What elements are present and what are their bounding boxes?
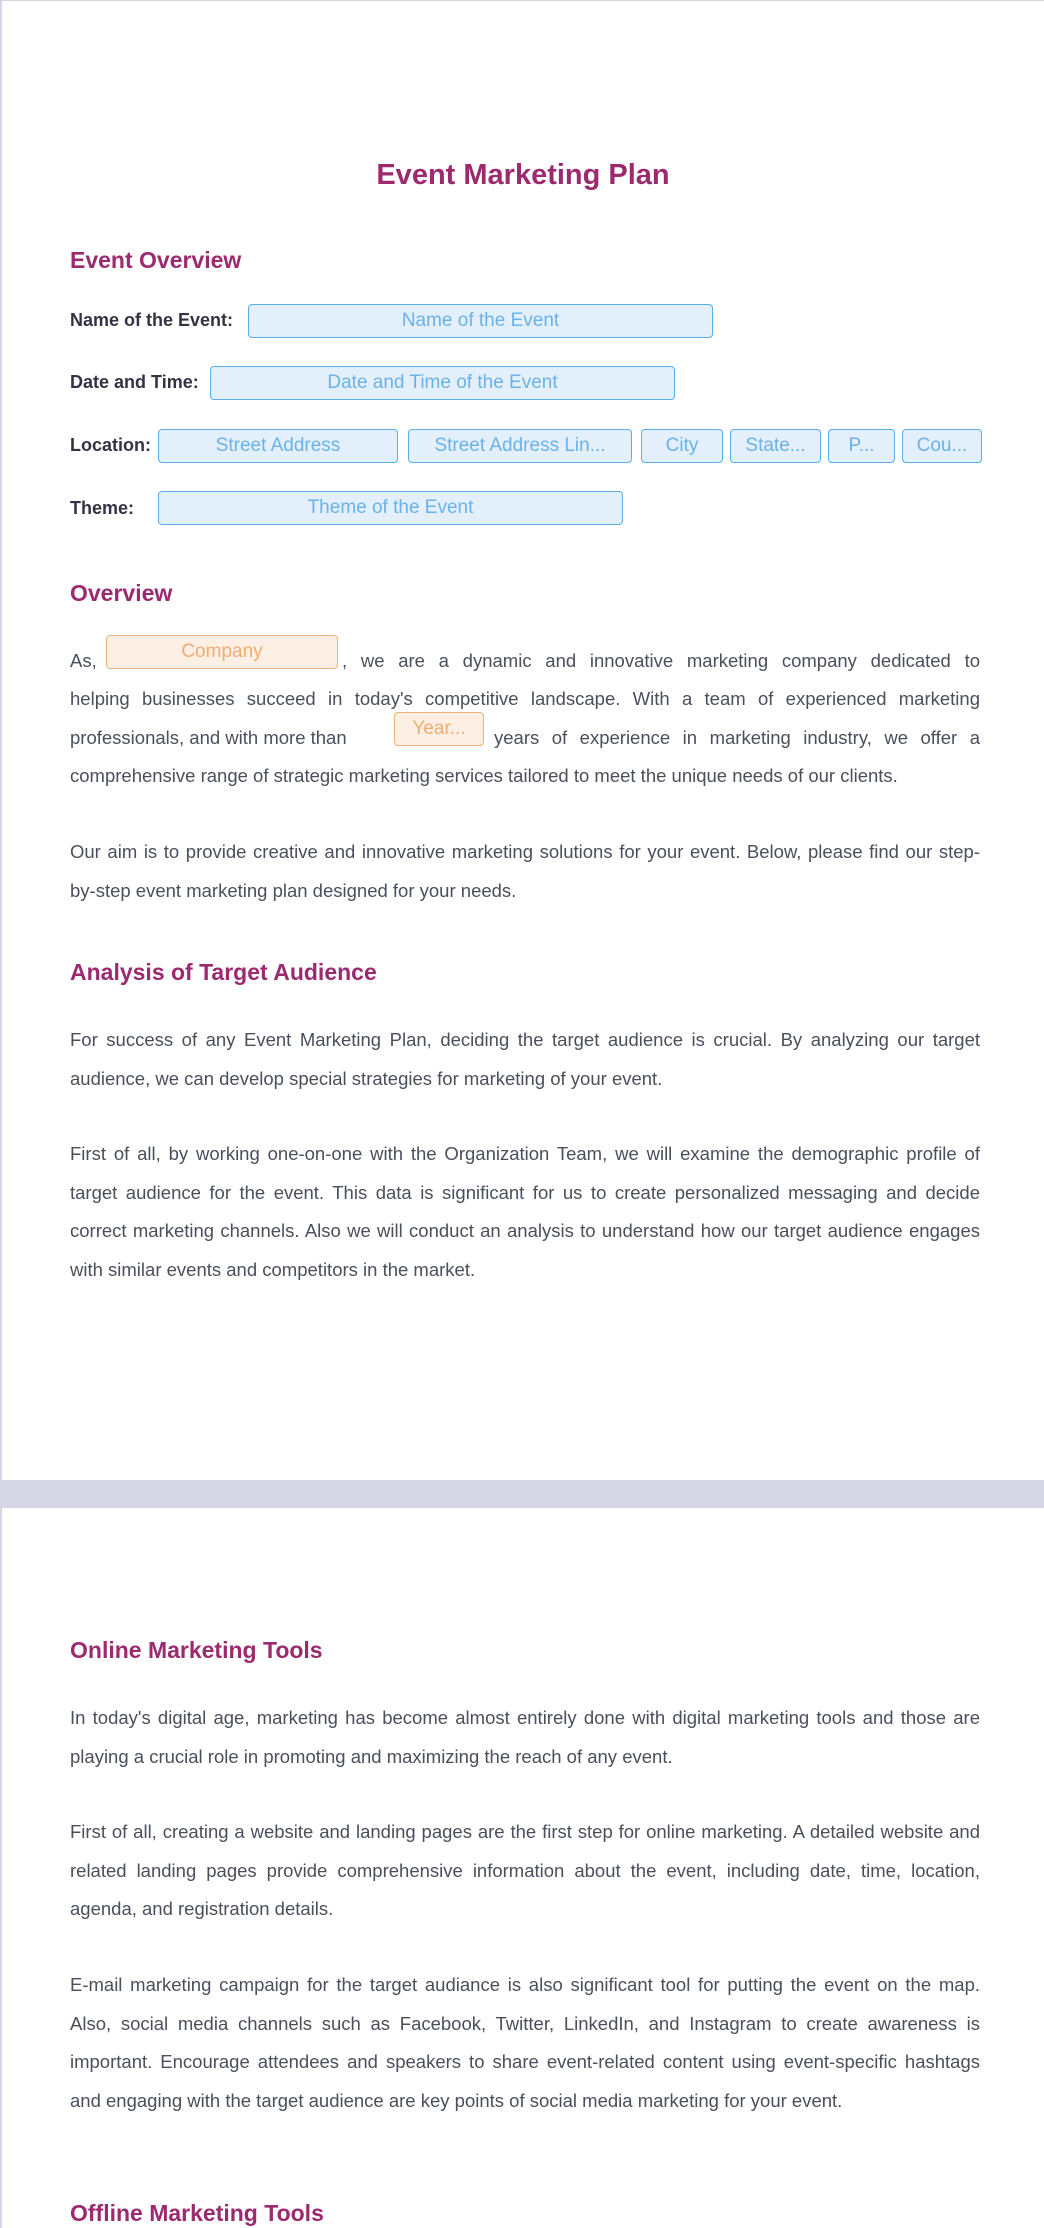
country-field[interactable]: Cou... [902, 429, 982, 463]
overview-line1-suffix: , we are a dynamic and innovative marketing company dedicated to [342, 650, 980, 671]
online-tools-paragraph-2: First of all, creating a website and landing pages are the first step for online marketing. A detailed website and related landing pages provide comprehensive information about the event, including date, time, location, agenda, and registration details. [70, 1821, 980, 1919]
event-location-label: Location: [70, 435, 151, 455]
overview-line4: comprehensive range of strategic marketing services tailored to meet the unique needs of our clients. [70, 765, 898, 786]
online-tools-paragraph-1: In today's digital age, marketing has become almost entirely done with digital marketing tools and those are playing a crucial role in promoting and maximizing the reach of any event. [70, 1707, 980, 1767]
overview-line2: helping businesses succeed in today's competitive landscape. With a team of experienced marketing [70, 688, 980, 709]
target-audience-paragraph-2: First of all, by working one-on-one with the Organization Team, we will examine the demographic profile of target audience for the event. This data is significant for us to create personalized messaging and decide correct marketing channels. Also we will conduct an analysis to understand how our target audience engages with similar events and competitors in the market. [70, 1143, 980, 1280]
overview-heading: Overview [70, 580, 173, 606]
target-audience-heading: Analysis of Target Audience [70, 959, 377, 985]
document-page-1 [2, 1, 1044, 1480]
event-overview-heading: Event Overview [70, 247, 242, 273]
document-page-2 [2, 1508, 1044, 2228]
event-date-field[interactable]: Date and Time of the Event [210, 366, 675, 400]
event-theme-label: Theme: [70, 498, 135, 518]
document-title: Event Marketing Plan [376, 159, 670, 191]
overview-line3-prefix: professionals, and with more than [70, 727, 347, 748]
offline-tools-heading: Offline Marketing Tools [70, 2200, 324, 2226]
event-theme-field[interactable]: Theme of the Event [158, 491, 623, 525]
event-name-label: Name of the Event: [70, 310, 234, 330]
event-date-label: Date and Time: [70, 372, 199, 392]
target-audience-paragraph-1: For success of any Event Marketing Plan, deciding the target audience is crucial. By analyzing our target audience, we can develop special strategies for marketing of your event. [70, 1029, 980, 1089]
company-field[interactable]: Company [106, 635, 338, 669]
years-field[interactable]: Year... [394, 712, 484, 746]
online-tools-paragraph-3: E-mail marketing campaign for the target audiance is also significant tool for putting the event on the map. Also, social media channels such as Facebook, Twitter, LinkedIn, and Instagram to create awareness is important. Encourage attendees and speakers to share event-related content using event-specific hashtags and engaging with the target audience are key points of social media marketing for your event. [70, 1974, 980, 2111]
street-address-field[interactable]: Street Address [158, 429, 398, 463]
overview-line1-prefix: As, [70, 650, 97, 671]
online-tools-heading: Online Marketing Tools [70, 1637, 323, 1663]
postal-code-field[interactable]: P... [828, 429, 895, 463]
event-name-field[interactable]: Name of the Event [248, 304, 713, 338]
street-address-line2-field[interactable]: Street Address Lin... [408, 429, 632, 463]
city-field[interactable]: City [641, 429, 723, 463]
overview-line3-suffix: years of experience in marketing industry, we offer a [494, 727, 980, 748]
state-field[interactable]: State... [730, 429, 821, 463]
overview-paragraph-2: Our aim is to provide creative and innovative marketing solutions for your event. Below, please find our step-by-step event marketing plan designed for your needs. [70, 841, 980, 901]
